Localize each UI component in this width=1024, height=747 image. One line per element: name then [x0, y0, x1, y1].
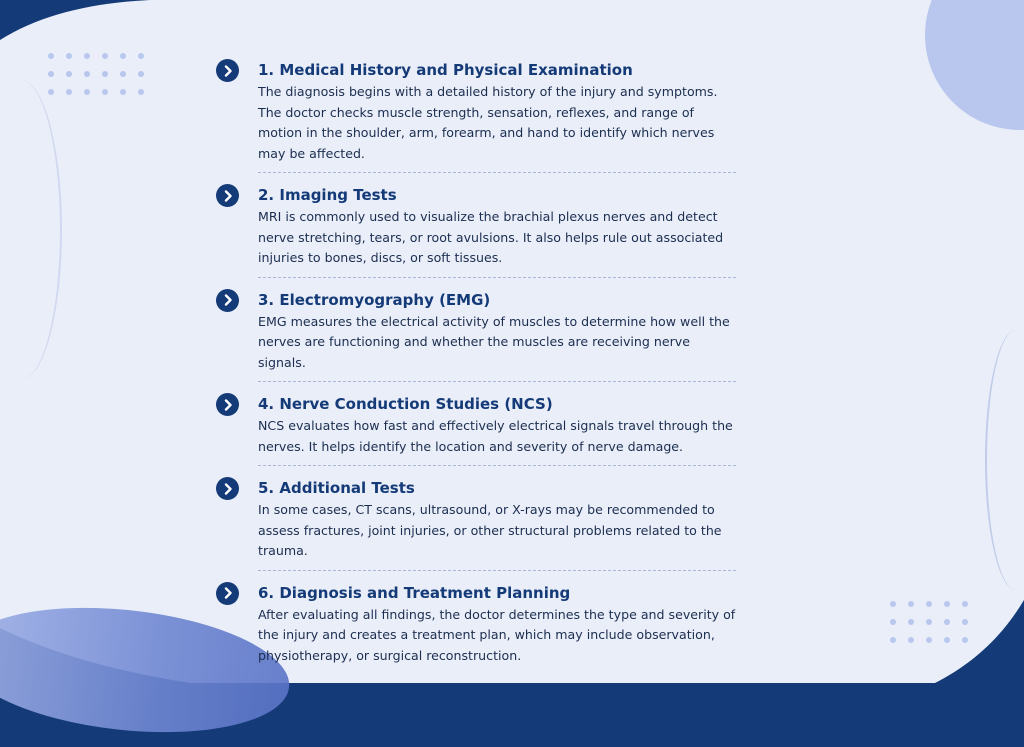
divider: [258, 465, 736, 466]
dot-grid-top-left: [48, 53, 144, 95]
step-body: EMG measures the electrical activity of muscles to determine how well the nerves are functioning and whether the muscles are receiving nerve signals.: [258, 313, 730, 370]
step-item: [216, 581, 736, 667]
chevron-right-icon: [216, 477, 239, 500]
dot-grid-bottom-right: [890, 601, 968, 643]
step-title: 2. Imaging Tests: [258, 186, 397, 204]
chevron-right-icon: [216, 184, 239, 207]
step-body: NCS evaluates how fast and effectively electrical signals travel through the nerves. It helps identify the location and severity of nerve damage.: [258, 418, 733, 454]
step-body: After evaluating all findings, the doctor determines the type and severity of the injury and creates a treatment plan, which may include observation, physiotherapy, or surgical reconstruction.: [258, 606, 736, 663]
chevron-right-icon: [216, 289, 239, 312]
step-body: MRI is commonly used to visualize the brachial plexus nerves and detect nerve stretching, tears, or root avulsions. It also helps rule out associated injuries to bones, discs, or soft tissues.: [258, 209, 724, 265]
divider: [258, 570, 736, 571]
chevron-right-icon: [216, 393, 239, 416]
step-body: The diagnosis begins with a detailed history of the injury and symptoms. The doctor checks muscle strength, sensation, reflexes, and range of motion in the shoulder, arm, forearm, and hand to identify which nerves may be affected.: [258, 84, 718, 161]
chevron-right-icon: [216, 582, 239, 605]
step-title: 3. Electromyography (EMG): [258, 290, 491, 309]
divider: [258, 277, 736, 278]
step-body: In some cases, CT scans, ultrasound, or X-rays may be recommended to assess fractures, joint injuries, or other structural problems related to the trauma.: [258, 502, 722, 558]
step-title: 4. Nerve Conduction Studies (NCS): [258, 395, 553, 413]
diagnosis-steps-list: [216, 58, 736, 666]
step-item: [216, 58, 736, 164]
step-title: 1. Medical History and Physical Examination: [258, 61, 633, 79]
step-item: [216, 392, 736, 457]
step-item: [216, 476, 736, 562]
step-title: 6. Diagnosis and Treatment Planning: [258, 583, 571, 602]
chevron-right-icon: [216, 59, 239, 82]
divider: [258, 172, 736, 173]
step-item: [216, 183, 736, 269]
divider: [258, 381, 736, 382]
step-item: [216, 288, 736, 374]
step-title: 5. Additional Tests: [258, 479, 415, 497]
